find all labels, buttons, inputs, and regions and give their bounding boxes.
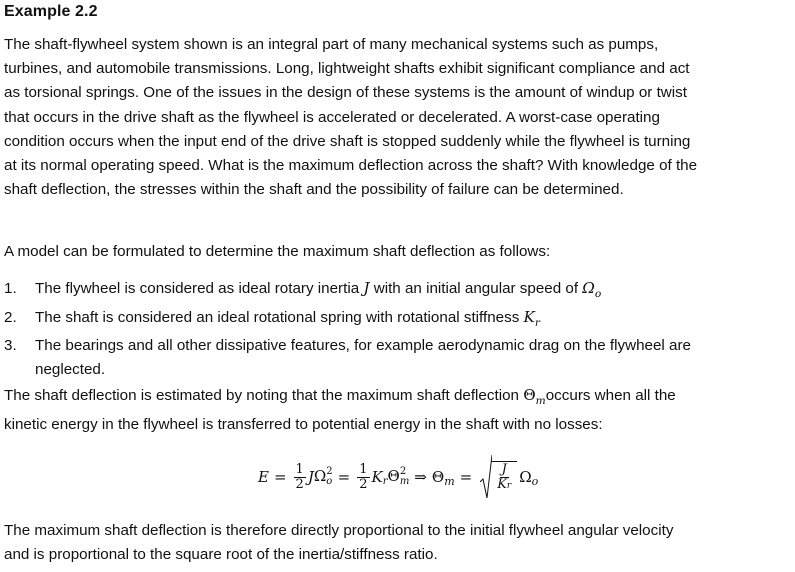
omega-symbol: $\Omega_o$ [582, 279, 602, 301]
list-text: neglected. [35, 360, 106, 378]
deflection-text: occurs when all the [545, 387, 676, 404]
intro-line: as torsional springs. One of the issues in the design of these systems is the amount of windup or twist [4, 84, 687, 102]
list-text: with an initial angular speed of [373, 280, 579, 297]
list-number: 2. [4, 308, 17, 326]
energy-equation: E = $\frac{1}{2}$ J Ω 2 o = $\frac{1}{2}$ K r Θ 2 m ⇒ Θ m = $\frac{J}{Kr}$ Ω o [258, 449, 538, 505]
list-item [4, 277, 790, 306]
deflection-text: The shaft deflection is estimated by noting that the maximum shaft deflection [4, 387, 519, 404]
list-text: The bearings and all other dissipative features, for example aerodynamic drag on the flywheel are [35, 337, 691, 355]
intro-paragraph [4, 33, 790, 202]
conclusion-line: and is proportional to the square root of the inertia/stiffness ratio. [4, 546, 438, 564]
list-number: 3. [4, 337, 17, 355]
stiffness-symbol: $K_r$ [523, 307, 540, 329]
deflection-paragraph [4, 383, 790, 437]
intro-line: at its normal operating speed. What is the maximum deflection across the shaft? With knowledge of the [4, 157, 698, 175]
intro-line: shaft deflection, the stresses within the shaft and the possibility of failure can be determined. [4, 181, 624, 199]
conclusion-line: The maximum shaft deflection is therefore directly proportional to the initial flywheel angular velocity [4, 522, 674, 539]
intro-line: turbines, and automobile transmissions. Long, lightweight shafts exhibit significant compliance and act [4, 60, 690, 78]
intro-line: The shaft-flywheel system shown is an integral part of many mechanical systems such as pumps, [4, 36, 659, 53]
intro-line: that occurs in the drive shaft as the flywheel is accelerated or decelerated. A worst-case operating [4, 108, 660, 126]
model-intro: A model can be formulated to determine the maximum shaft deflection as follows: [4, 243, 551, 260]
deflection-line: kinetic energy in the flywheel is transferred to potential energy in the shaft with no losses: [4, 416, 603, 434]
theta-m-symbol: $\Theta_m$ [523, 386, 546, 408]
list-number: 1. [4, 280, 17, 297]
square-root: $\frac{J}{Kr}$ [480, 454, 517, 500]
assumption-list [4, 277, 790, 381]
example-title: Example 2.2 [4, 3, 98, 20]
list-item [4, 306, 790, 335]
list-text: The flywheel is considered as ideal rotary inertia [35, 280, 360, 297]
list-item [4, 334, 790, 381]
list-text: The shaft is considered an ideal rotational spring with rotational stiffness [35, 308, 520, 326]
conclusion-paragraph [4, 519, 790, 567]
deflection-line [4, 383, 790, 413]
intro-line: condition occurs when the input end of the drive shaft is stopped suddenly while the flywheel is turning [4, 132, 691, 150]
inertia-symbol: J [363, 279, 370, 297]
